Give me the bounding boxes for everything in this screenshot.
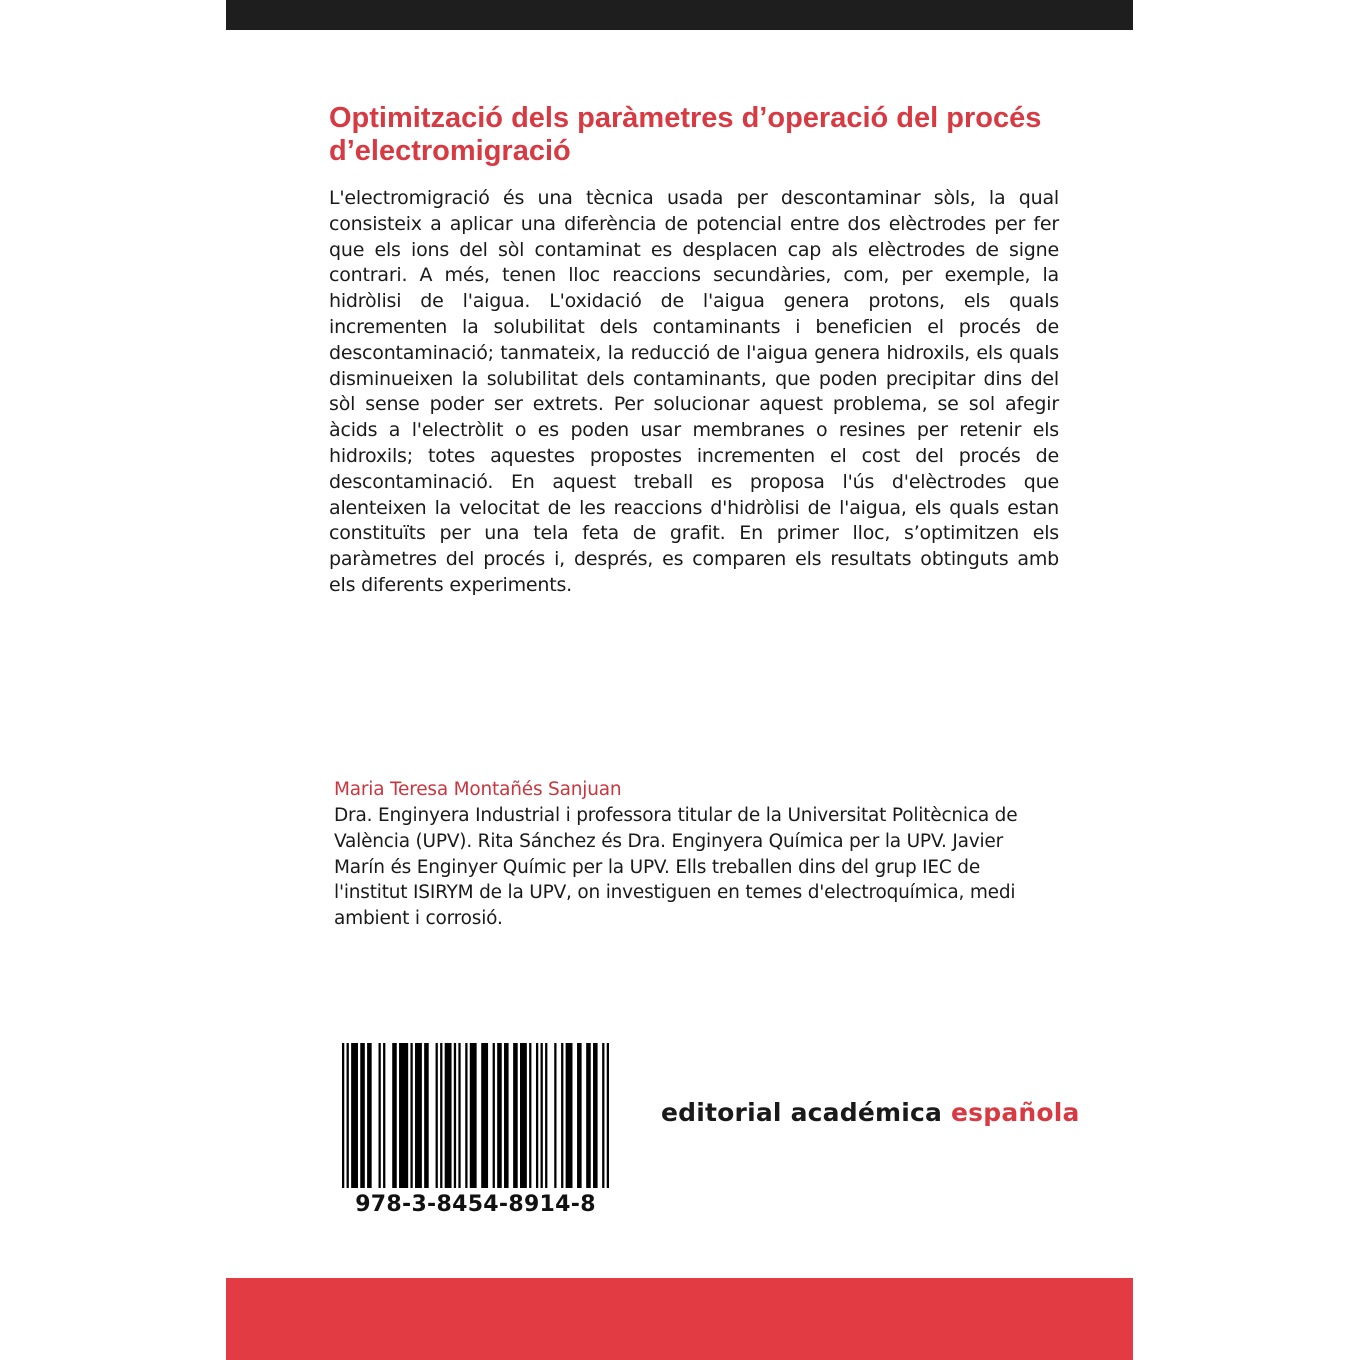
- publisher-name-part1: editorial académica: [661, 1098, 952, 1127]
- barcode-bar: [367, 1043, 372, 1188]
- barcode-bar: [415, 1043, 422, 1188]
- author-name: Maria Teresa Montañés Sanjuan: [334, 779, 622, 800]
- barcode-bar: [561, 1043, 563, 1188]
- barcode-bar: [445, 1043, 452, 1188]
- barcode-bar: [342, 1043, 344, 1188]
- barcode-bar: [481, 1043, 488, 1188]
- barcode-bar: [440, 1043, 442, 1188]
- barcode-bar: [504, 1043, 509, 1188]
- barcode-bar: [458, 1043, 460, 1188]
- barcode-graphic: [342, 1043, 609, 1188]
- barcode-bar: [470, 1043, 477, 1188]
- author-bio: Dra. Enginyera Industrial i professora titular de la Universitat Politècnica de València (UPV). Rita Sánchez és Dra. Enginyera Química per la UPV. Javier Marín és Enginyer Químic per la UPV. Ells treballen dins del grup IEC de l'institut ISIRYM de la UPV, on investiguen en temes d'electroquímica, medi ambient i corrosió.: [334, 805, 1018, 930]
- barcode-bar: [379, 1043, 381, 1188]
- barcode-bar: [602, 1043, 604, 1188]
- barcode-bar: [607, 1043, 609, 1188]
- barcode-bar: [436, 1043, 438, 1188]
- barcode-bar: [399, 1043, 408, 1188]
- barcode-bar: [554, 1043, 556, 1188]
- barcode-bar: [351, 1043, 358, 1188]
- barcode-bar: [513, 1043, 518, 1188]
- top-color-band: [226, 0, 1133, 30]
- barcode-bar: [529, 1043, 531, 1188]
- bottom-color-band: [226, 1278, 1133, 1360]
- barcode-bar: [497, 1043, 502, 1188]
- barcode-bar: [577, 1043, 582, 1188]
- barcode-bar: [493, 1043, 495, 1188]
- barcode-bar: [520, 1043, 527, 1188]
- barcode-bar: [392, 1043, 397, 1188]
- barcode-bar: [383, 1043, 385, 1188]
- barcode-bar: [347, 1043, 349, 1188]
- book-back-cover: [226, 0, 1133, 1360]
- barcode-bar: [593, 1043, 598, 1188]
- book-abstract: L'electromigració és una tècnica usada per descontaminar sòls, la qual consisteix a aplicar una diferència de potencial entre dos elèctrodes per fer que els ions del sòl contaminat es desplacen cap als elèctrodes de signe contrari. A més, tenen lloc reaccions secundàries, com, per exemple, la hidròlisi de l'aigua. L'oxidació de l'aigua genera protons, els quals incrementen la solubilitat dels contaminants i beneficien el procés de descontaminació; tanmateix, la reducció de l'aigua genera hidroxils, els quals disminueixen la solubilitat dels contaminants, que poden precipitar dins del sòl sense poder ser extrets. Per solucionar aquest problema, se sol afegir àcids a l'electròlit o es poden usar membranes o resines per retenir els hidroxils; totes aquestes propostes incrementen el cost del procés de descontaminació. En aquest treball es proposa l'ús d'elèctrodes que alenteixen la velocitat de les reaccions d'hidròlisi de l'aigua, els quals estan constituïts per una tela feta de grafit. En primer lloc, s’optimitzen els paràmetres del procés i, després, es comparen els resultats obtinguts amb els diferents experiments.: [329, 187, 1059, 596]
- barcode-bar: [545, 1043, 547, 1188]
- barcode-bar: [586, 1043, 591, 1188]
- publisher-logo: [661, 1095, 1080, 1131]
- barcode-bar: [465, 1043, 467, 1188]
- isbn-barcode: [342, 1043, 609, 1223]
- barcode-bar: [454, 1043, 456, 1188]
- book-title: Optimització dels paràmetres d’operació del procés d’electromigració: [329, 102, 1042, 167]
- barcode-bar: [566, 1043, 573, 1188]
- publisher-name-part2: española: [951, 1098, 1080, 1127]
- barcode-bar: [541, 1043, 543, 1188]
- barcode-bar: [360, 1043, 365, 1188]
- barcode-bar: [536, 1043, 538, 1188]
- isbn-number: 978-3-8454-8914-8: [355, 1192, 596, 1217]
- barcode-bar: [424, 1043, 429, 1188]
- barcode-bar: [410, 1043, 412, 1188]
